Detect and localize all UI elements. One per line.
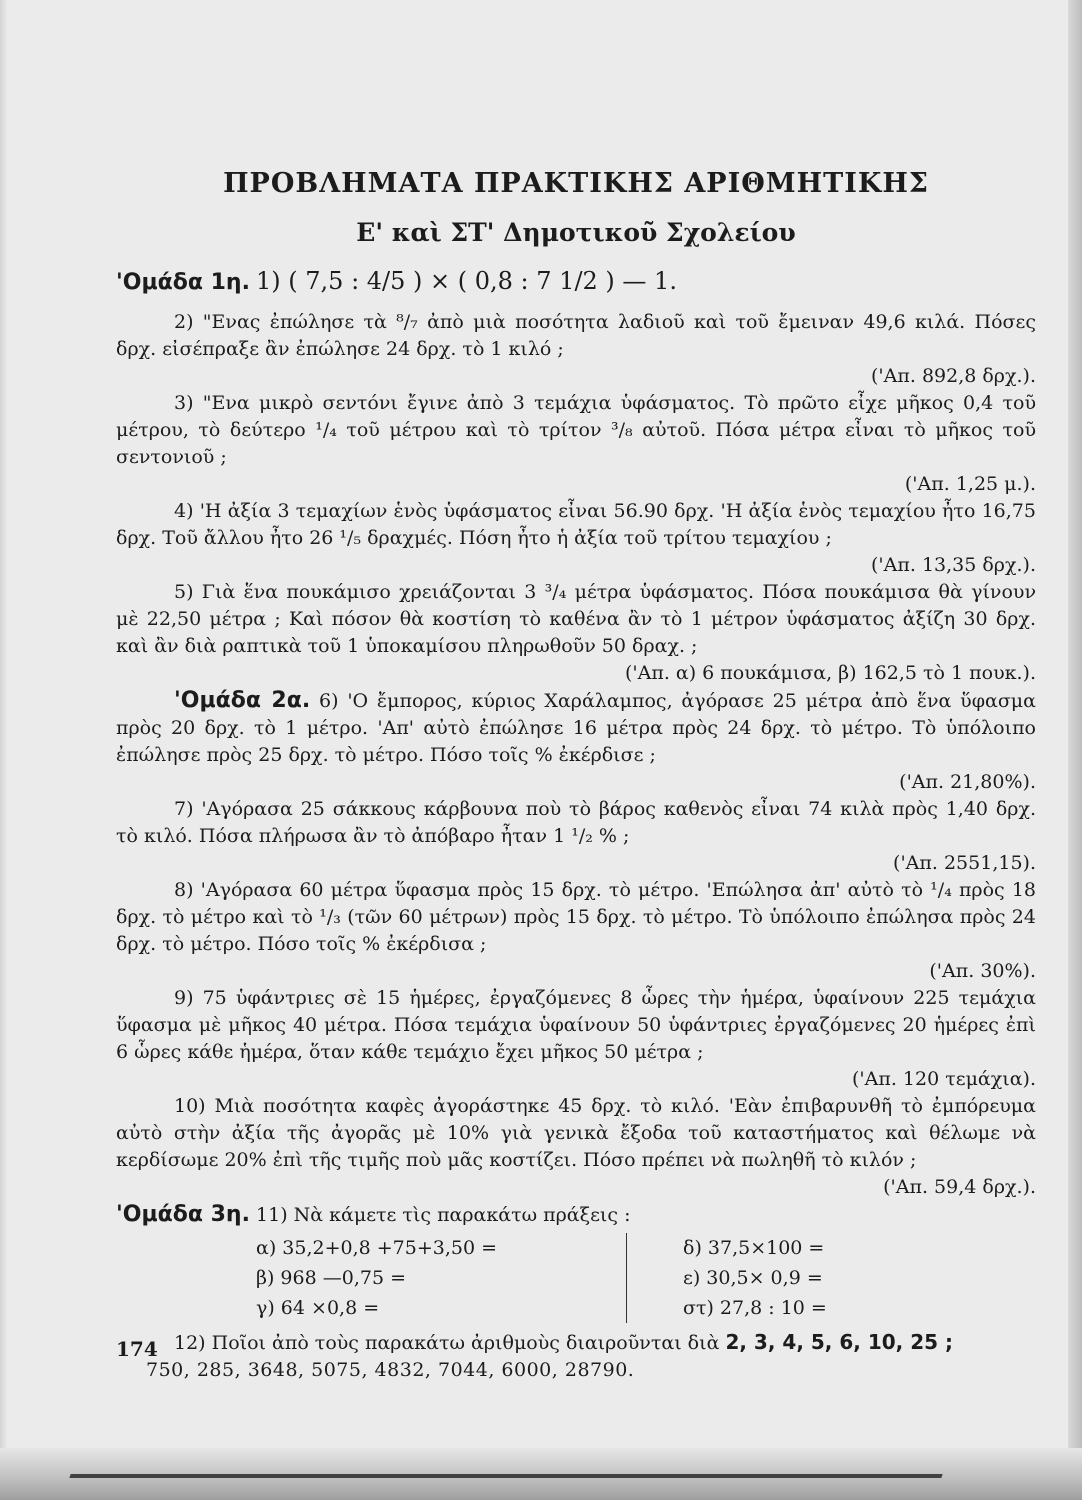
- group-1-label: 'Ομάδα 1η.: [116, 270, 250, 295]
- problem-4-text: 4) 'Η ἀξία 3 τεμαχίων ἑνὸς ὑφάσματος εἶναι 56.90 δρχ. 'Η ἀξία ἑνὸς τεμαχίου ἦτο 16,75 δρχ. Τοῦ ἄλλου ἦτο 26 ¹/₅ δραχμές. Πόση ἦτο ἡ ἀξία τοῦ τρίτου τεμαχίου ;: [116, 500, 1036, 549]
- problem-7-answer: ('Απ. 2551,15).: [893, 852, 1036, 874]
- problem-4: [116, 498, 1036, 579]
- problem-9-answer: ('Απ. 120 τεμάχια).: [851, 1068, 1036, 1090]
- problem-6: [116, 687, 1036, 796]
- problem-3-text: 3) "Ενα μικρὸ σεντόνι ἔγινε ἀπὸ 3 τεμάχια ὑφάσματος. Τὸ πρῶτο εἶχε μῆκος 0,4 τοῦ μέτρου, τὸ δεύτερο ¹/₄ τοῦ μέτρου καὶ τὸ τρίτον ³/₈ αὐτοῦ. Πόσα μέτρα εἶναι τὸ μῆκος τοῦ σεντονιοῦ ;: [116, 392, 1036, 468]
- problem-3-answer: ('Απ. 1,25 μ.).: [904, 473, 1036, 495]
- problem-7-text: 7) 'Αγόρασα 25 σάκκους κάρβουνα ποὺ τὸ βάρος καθενὸς εἶναι 74 κιλὰ πρὸς 1,40 δρχ. τὸ κιλό. Πόσα πλήρωσα ἂν τὸ ἀπόβαρο ἦταν 1 ¹/₂ % ;: [116, 798, 1036, 847]
- operation-c: γ) 64 ×0,8 =: [256, 1297, 380, 1319]
- page-edge-right: [1068, 0, 1082, 1500]
- problem-12-numbers: 750, 285, 3648, 5075, 4832, 7044, 6000, 28790.: [146, 1359, 635, 1381]
- problem-8: [116, 877, 1036, 985]
- problem-9-text: 9) 75 ὑφάντριες σὲ 15 ἡμέρες, ἐργαζόμενες 8 ὧρες τὴν ἡμέρα, ὑφαίνουν 225 τεμάχια ὕφασμα μὲ μῆκος 40 μέτρα. Πόσα τεμάχια ὑφαίνουν 50 ὑφάντριες ἐργαζόμενες 20 ἡμέρες ἐπὶ 6 ὧρες κάθε ἡμέρα, ὅταν κάθε τεμάχιο ἔχει μῆκος 50 μέτρα ;: [116, 987, 1036, 1063]
- problem-12: [116, 1329, 1036, 1357]
- group-2-label: 'Ομάδα 2α.: [174, 688, 311, 713]
- problem-5: [116, 579, 1036, 687]
- problem-6-text: 6) 'Ο ἔμπορος, κύριος Χαράλαμπος, ἀγόρασε 25 μέτρα ἀπὸ ἕνα ὕφασμα πρὸς 20 δρχ. τὸ 1 μέτρο. 'Απ' αὐτὸ ἐπώλησε 16 μέτρα πρὸς 24 δρχ. τὸ μέτρο. Τὸ ὑπόλοιπο ἐπώλησε πρὸς 25 δρχ. τὸ μέτρο. Πόσο τοῖς % ἐκέρδισε ;: [116, 690, 1036, 766]
- problem-2-text: 2) "Ενας ἐπώλησε τὰ ⁸/₇ ἀπὸ μιὰ ποσότητα λαδιοῦ καὶ τοῦ ἔμειναν 49,6 κιλά. Πόσες δρχ. εἰσέπραξε ἂν ἐπώλησε 24 δρχ. τὸ 1 κιλό ;: [116, 311, 1036, 360]
- problem-10-text: 10) Μιὰ ποσότητα καφὲς ἀγοράστηκε 45 δρχ. τὸ κιλό. 'Εὰν ἐπιβαρυνθῆ τὸ ἐμπόρευμα αὐτὸ στὴν ἀξία τῆς ἀγορᾶς μὲ 10% γιὰ γενικὰ ἔξοδα τοῦ καταστήματος καὶ θέλωμε νὰ κερδίσωμε 20% ἐπὶ τῆς τιμῆς ποὺ μᾶς κοστίζει. Πόσο πρέπει νὰ πωληθῆ τὸ κιλόν ;: [116, 1095, 1036, 1171]
- problem-1: [116, 268, 1036, 297]
- problem-6-answer: ('Απ. 21,80%).: [899, 771, 1036, 793]
- problem-2-answer: ('Απ. 892,8 δρχ.).: [871, 365, 1036, 387]
- operation-f: στ) 27,8 : 10 =: [626, 1293, 966, 1323]
- operation-a: α) 35,2+0,8 +75+3,50 =: [256, 1237, 498, 1259]
- operation-d: δ) 37,5×100 =: [626, 1233, 966, 1263]
- problem-5-text: 5) Γιὰ ἕνα πουκάμισο χρειάζονται 3 ³/₄ μέτρα ὑφάσματος. Πόσα πουκάμισα θὰ γίνουν μὲ 22,50 μέτρα ; Καὶ πόσον θὰ κοστίση τὸ καθένα ἂν τὸ 1 μέτρον ὑφάσματος ἀξίζη 30 δρχ. καὶ ἂν διὰ ραπτικὰ τοῦ 1 ὑποκαμίσου πληρωθοῦν 50 δραχ. ;: [116, 581, 1036, 657]
- problem-10: [116, 1093, 1036, 1201]
- page-edge-left: [0, 0, 8, 1500]
- problem-4-answer: ('Απ. 13,35 δρχ.).: [871, 554, 1036, 576]
- problem-12-text: 12) Ποῖοι ἀπὸ τοὺς παρακάτω ἀριθμοὺς διαιροῦνται διὰ: [174, 1332, 720, 1354]
- problem-10-answer: ('Απ. 59,4 δρχ.).: [883, 1176, 1036, 1198]
- page-subtitle: Ε' καὶ ΣΤ' Δημοτικοῦ Σχολείου: [356, 218, 796, 247]
- problem-1-expression: 1) ( 7,5 : 4/5 ) × ( 0,8 : 7 1/2 ) — 1.: [256, 267, 677, 295]
- problem-5-answer: ('Απ. α) 6 πουκάμισα, β) 162,5 τὸ 1 πουκ.).: [624, 662, 1036, 684]
- page-content: [116, 170, 1036, 1384]
- problem-12-divisors: 2, 3, 4, 5, 6, 10, 25 ;: [725, 1330, 954, 1354]
- problem-7: [116, 796, 1036, 877]
- page-bottom-rule: [69, 1474, 942, 1478]
- operation-b: β) 968 —0,75 =: [256, 1267, 407, 1289]
- group-3-label: 'Ομάδα 3η.: [116, 1202, 250, 1227]
- operations-grid: [116, 1233, 1036, 1323]
- problem-11-intro: 11) Νὰ κάμετε τὶς παρακάτω πράξεις :: [256, 1204, 631, 1226]
- problem-11: [116, 1201, 1036, 1229]
- operation-e: ε) 30,5× 0,9 =: [626, 1263, 966, 1293]
- problem-2: [116, 309, 1036, 390]
- problem-8-text: 8) 'Αγόρασα 60 μέτρα ὕφασμα πρὸς 15 δρχ. τὸ μέτρο. 'Επώλησα ἀπ' αὐτὸ τὸ ¹/₄ πρὸς 18 δρχ. τὸ μέτρο καὶ τὸ ¹/₃ (τῶν 60 μέτρων) πρὸς 15 δρχ. τὸ μέτρο. Τὸ ὑπόλοιπο ἐπώλησα πρὸς 24 δρχ. τὸ μέτρο. Πόσο τοῖς % ἐκέρδισα ;: [116, 879, 1036, 955]
- page-number: 174: [116, 1337, 158, 1361]
- problem-3: [116, 390, 1036, 498]
- page-title: ΠΡΟΒΛΗΜΑΤΑ ΠΡΑΚΤΙΚΗΣ ΑΡΙΘΜΗΤΙΚΗΣ: [223, 168, 929, 199]
- problem-8-answer: ('Απ. 30%).: [929, 960, 1036, 982]
- problem-9: [116, 985, 1036, 1093]
